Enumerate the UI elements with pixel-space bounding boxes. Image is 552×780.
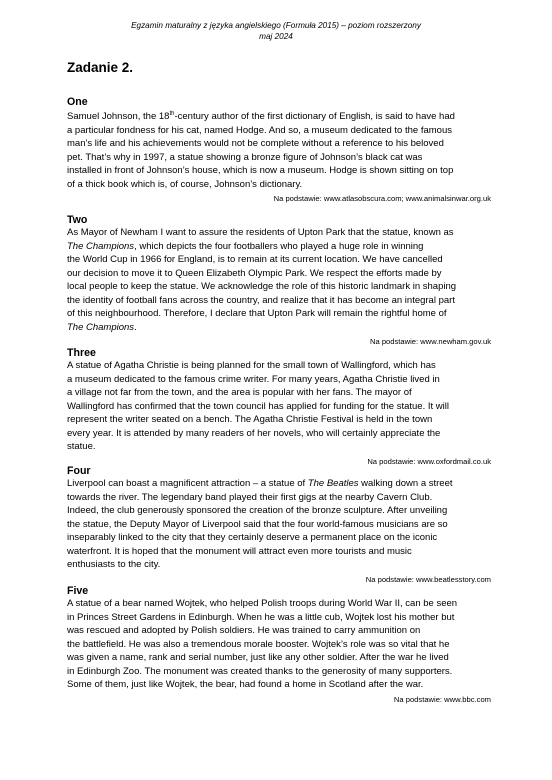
text-part: , which depicts the four footballers who played a huge role in winning the World Cup in 1966 for England, is to remain at its current location. We have cancelled our decision to move it to Queen Elizabeth Olympic Park. We respect the efforts made by local people to keep the statue. We acknowledge the role of this historic landmark in shaping the identity of football fans across the country, and realize that it has become an integral part of this neighbourhood. Therefore, I declare that Upton Park will remain the rightful home of <box>67 240 457 319</box>
text-part: As Mayor of Newham I want to assure the residents of Upton Park that the statue, known as <box>67 227 454 238</box>
source-note: Na podstawie: www.atlasobscura.com; www.animalsinwar.org.uk <box>273 194 491 204</box>
text-part: Liverpool can boast a magnificent attraction – a statue of <box>67 478 308 489</box>
section-heading: Five <box>67 585 89 597</box>
ordinal-superscript: th <box>169 111 175 117</box>
italic-band-name: The Beatles <box>307 478 359 489</box>
text-part: Samuel Johnson, the 18 <box>67 111 170 123</box>
exam-header-line-1: Egzamin maturalny z języka angielskiego (Formuła 2015) – poziom rozszerzony <box>131 21 421 30</box>
source-note: Na podstawie: www.beatlesstory.com <box>365 574 491 584</box>
section-text <box>67 226 491 334</box>
italic-title: The Champions <box>67 321 135 333</box>
text-part: walking down a street towards the river. The legendary band played their first gigs at the nearby Cavern Club. Indeed, the club generously sponsored the creation of the bronze sculpture. After unveiling the statue, the Deputy Mayor of Liverpool said that the four world-famous musicians are so inseparably linked to the city that they certainly deserve a permanent place on the iconic waterfront. It is hoped that the monument will attract even more tourists and music enthusiasts to the city. <box>67 478 453 570</box>
section-four <box>67 465 491 585</box>
section-five <box>67 585 491 705</box>
section-heading: Two <box>67 214 88 226</box>
section-one <box>67 96 491 204</box>
section-three <box>67 347 491 467</box>
source-note: Na podstawie: www.bbc.com <box>393 694 491 704</box>
section-heading: Three <box>67 347 96 359</box>
section-heading: One <box>67 96 88 108</box>
section-text: A statue of a bear named Wojtek, who helped Polish troops during World War II, can be seen in Princes Street Gardens in Edinburgh. When he was a little cub, Wojtek lost his mother but was rescued and adopted by Polish soldiers. He was trained to carry ammunition on the battlefield. He was also a tremendous morale booster. Wojtek’s role was so vital that he was given a name, rank and serial number, just like any other soldier. After the war he lived in Edinburgh Zoo. The monument was created thanks to the generosity of many supporters. Some of them, just like Wojtek, the bear, had found a home in Scotland after the war. <box>67 598 458 690</box>
section-two <box>67 214 491 347</box>
italic-title: The Champions <box>67 240 135 252</box>
section-text: A statue of Agatha Christie is being planned for the small town of Wallingford, which has a museum dedicated to the famous crime writer. For many years, Agatha Christie lived in a village not far from the town, and the area is popular with her fans. The mayor of Wallingford has confirmed that the town council has applied for funding for the statue. It will represent the writer seated on a bench. The Agatha Christie Festival is held in the town every year. It is attended by many readers of her novels, who will certainly appreciate the statue. <box>67 360 449 452</box>
source-note: Na podstawie: www.newham.gov.uk <box>370 337 491 346</box>
section-text <box>67 108 491 191</box>
exam-header <box>0 20 552 42</box>
text-part: . <box>134 321 137 333</box>
section-heading: Four <box>67 465 91 477</box>
exam-header-line-2: maj 2024 <box>259 32 293 41</box>
task-title: Zadanie 2. <box>67 60 134 75</box>
source-note: Na podstawie: www.oxfordmail.co.uk <box>367 456 491 466</box>
section-text <box>67 477 491 572</box>
text-part: -century author of the first dictionary of English, is said to have had a particular fondness for his cat, named Hodge. And so, a museum dedicated to the famous man’s life and his achievements would not be complete without a reference to his beloved pet. That’s why in 1997, a statue showing a bronze figure of Johnson’s black cat was installed in front of Johnson’s house, which is now a museum. Hodge is shown sitting on top of a thick book which is, of course, Johnson’s dictionary. <box>67 111 455 190</box>
